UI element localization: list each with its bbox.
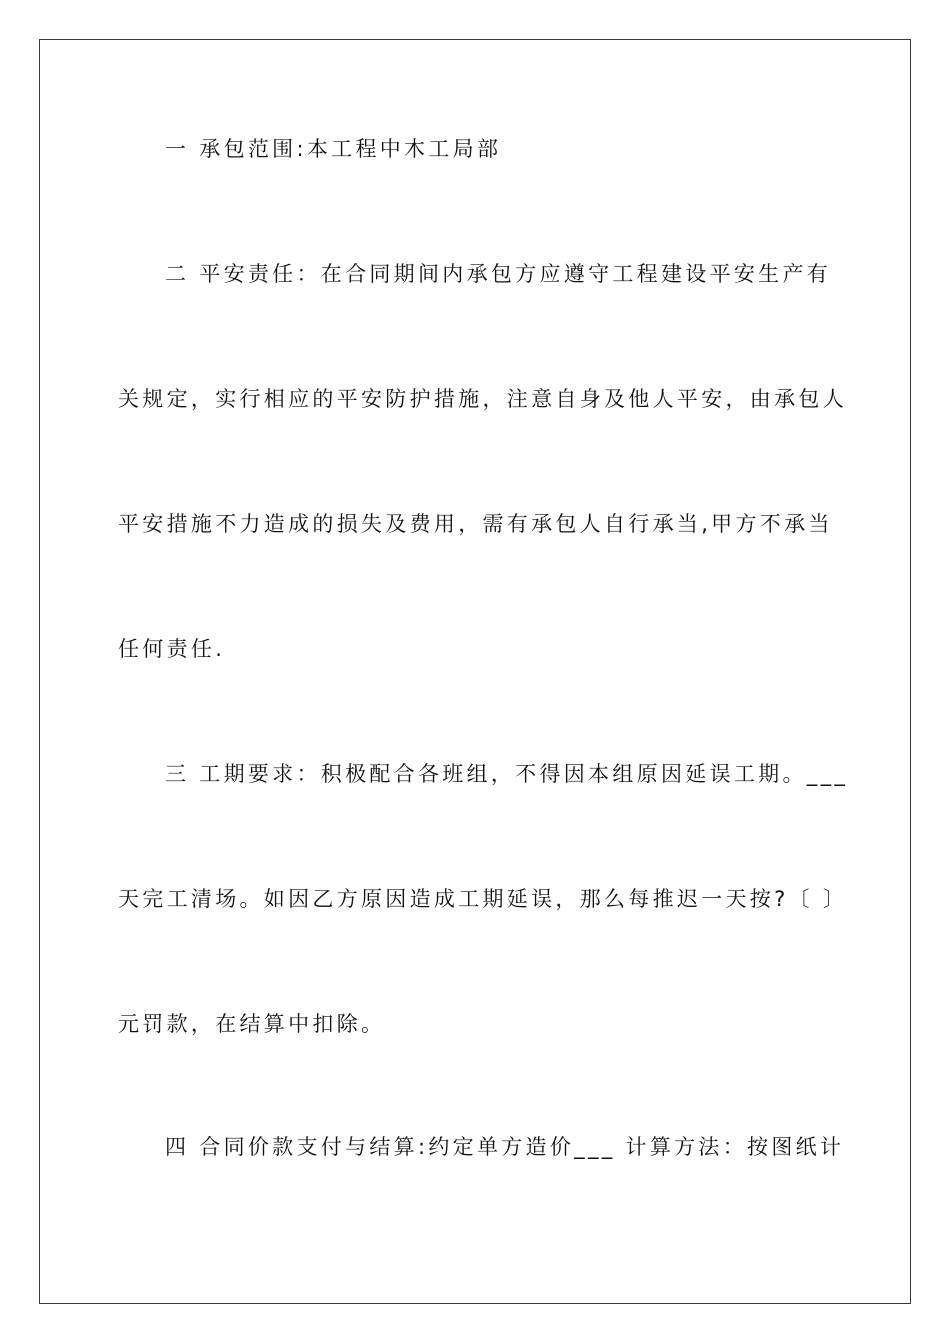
clause-2-safety-line-4: 任何责任.	[118, 637, 226, 661]
clause-2-safety-line-2: 关规定，实行相应的平安防护措施，注意自身及他人平安，由承包人	[118, 387, 847, 411]
clause-4-payment-line-1: 四 合同价款支付与结算:约定单方造价___ 计算方法：按图纸计	[165, 1135, 845, 1159]
clause-3-schedule-line-1: 三 工期要求：积极配合各班组，不得因本组原因延误工期。___	[165, 762, 849, 786]
clause-2-safety-line-3: 平安措施不力造成的损失及费用，需有承包人自行承当,甲方不承当	[118, 512, 833, 536]
clause-3-schedule-line-2: 天完工清场。如因乙方原因造成工期延误，那么每推迟一天按?〔 〕	[118, 887, 848, 911]
page-border	[39, 39, 911, 1304]
clause-1-scope: 一 承包范围:本工程中木工局部	[165, 137, 502, 161]
clause-3-schedule-line-3: 元罚款，在结算中扣除。	[118, 1012, 386, 1036]
clause-2-safety-line-1: 二 平安责任：在合同期间内承包方应遵守工程建设平安生产有	[165, 262, 832, 286]
